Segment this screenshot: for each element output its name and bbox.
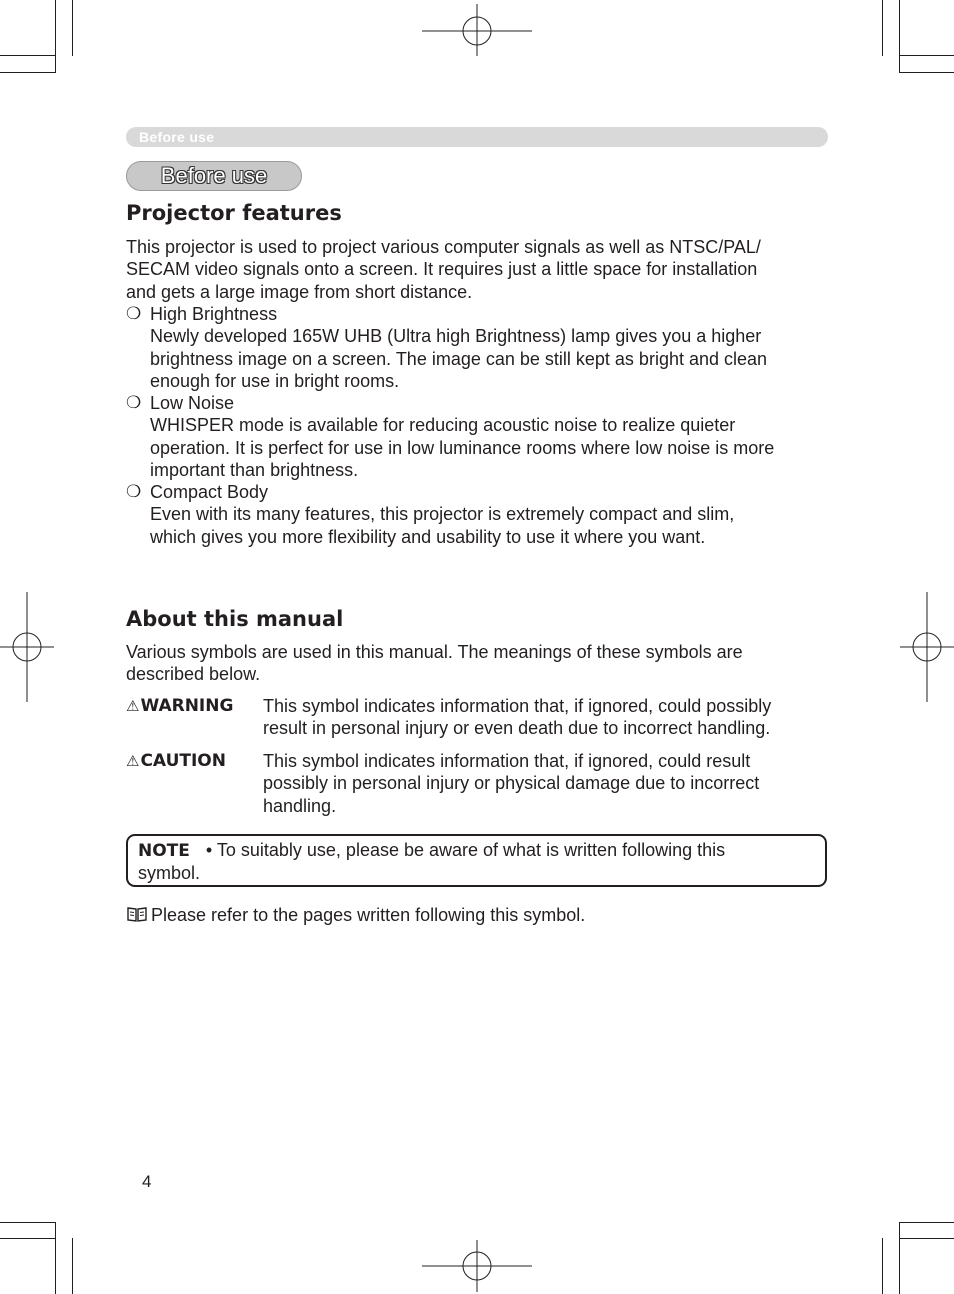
feature-item-noise (126, 392, 836, 481)
feature-line: enough for use in bright rooms. (150, 370, 400, 391)
bullet-circle-icon: ❍ (126, 393, 142, 412)
note-text: • To suitably use, please be aware of what is written following this (205, 840, 726, 860)
caution-line: possibly in personal injury or physical damage due to incorrect (263, 773, 760, 794)
reference-line (126, 904, 826, 926)
section-title: Before use (160, 163, 268, 188)
feature-title: Compact Body (150, 482, 269, 502)
feature-title: Low Noise (150, 393, 235, 413)
features-intro-line: SECAM video signals onto a screen. It requires just a little space for installation (126, 259, 758, 280)
manual-intro-line: Various symbols are used in this manual. The meanings of these symbols are (126, 642, 743, 662)
features-intro-line: and gets a large image from short distance. (126, 281, 473, 302)
registration-mark-top (422, 4, 532, 56)
registration-mark-bottom (422, 1240, 532, 1292)
feature-line: WHISPER mode is available for reducing acoustic noise to realize quieter (150, 415, 736, 436)
feature-item-compact (126, 481, 836, 548)
section-title-pill (126, 161, 302, 191)
feature-line: operation. It is perfect for use in low luminance rooms where low noise is more (150, 437, 775, 458)
manual-intro (126, 641, 836, 686)
running-header-label: Before use (139, 129, 215, 145)
features-intro-line: This projector is used to project various computer signals as well as NTSC/PAL/ (126, 237, 761, 257)
features-intro (126, 236, 836, 303)
warning-description (263, 695, 833, 740)
note-label: NOTE (138, 841, 190, 861)
feature-line: Newly developed 165W UHB (Ultra high Brightness) lamp gives you a higher (150, 326, 762, 347)
feature-title: High Brightness (150, 304, 278, 324)
manual-intro-line: described below. (126, 664, 261, 685)
bullet-circle-icon: ❍ (126, 482, 142, 501)
reference-text: Please refer to the pages written following this symbol. (151, 905, 586, 925)
caution-label: ⚠CAUTION (126, 751, 226, 771)
note-box (126, 834, 827, 887)
feature-line: which gives you more flexibility and usability to use it where you want. (150, 526, 706, 547)
registration-mark-right (900, 592, 954, 702)
feature-line: Even with its many features, this projector is extremely compact and slim, (150, 504, 735, 525)
warning-line: This symbol indicates information that, if ignored, could possibly (263, 696, 772, 716)
feature-line: important than brightness. (150, 459, 359, 480)
warning-triangle-icon: ⚠ (126, 697, 140, 715)
manual-heading: About this manual (126, 607, 344, 631)
caution-line: handling. (263, 795, 337, 816)
note-text-continued: symbol. (138, 863, 201, 884)
caution-line: This symbol indicates information that, if ignored, could result (263, 751, 751, 771)
caution-triangle-icon: ⚠ (126, 752, 140, 770)
feature-line: brightness image on a screen. The image can be still kept as bright and clean (150, 348, 768, 369)
registration-mark-left (0, 592, 54, 702)
page-number: 4 (142, 1172, 152, 1191)
features-heading: Projector features (126, 201, 342, 225)
bullet-circle-icon: ❍ (126, 304, 142, 323)
feature-item-brightness (126, 303, 836, 392)
warning-line: result in personal injury or even death due to incorrect handling. (263, 718, 771, 739)
warning-label: ⚠WARNING (126, 696, 234, 716)
running-header (126, 127, 828, 147)
book-icon (126, 906, 146, 922)
caution-description (263, 750, 833, 817)
